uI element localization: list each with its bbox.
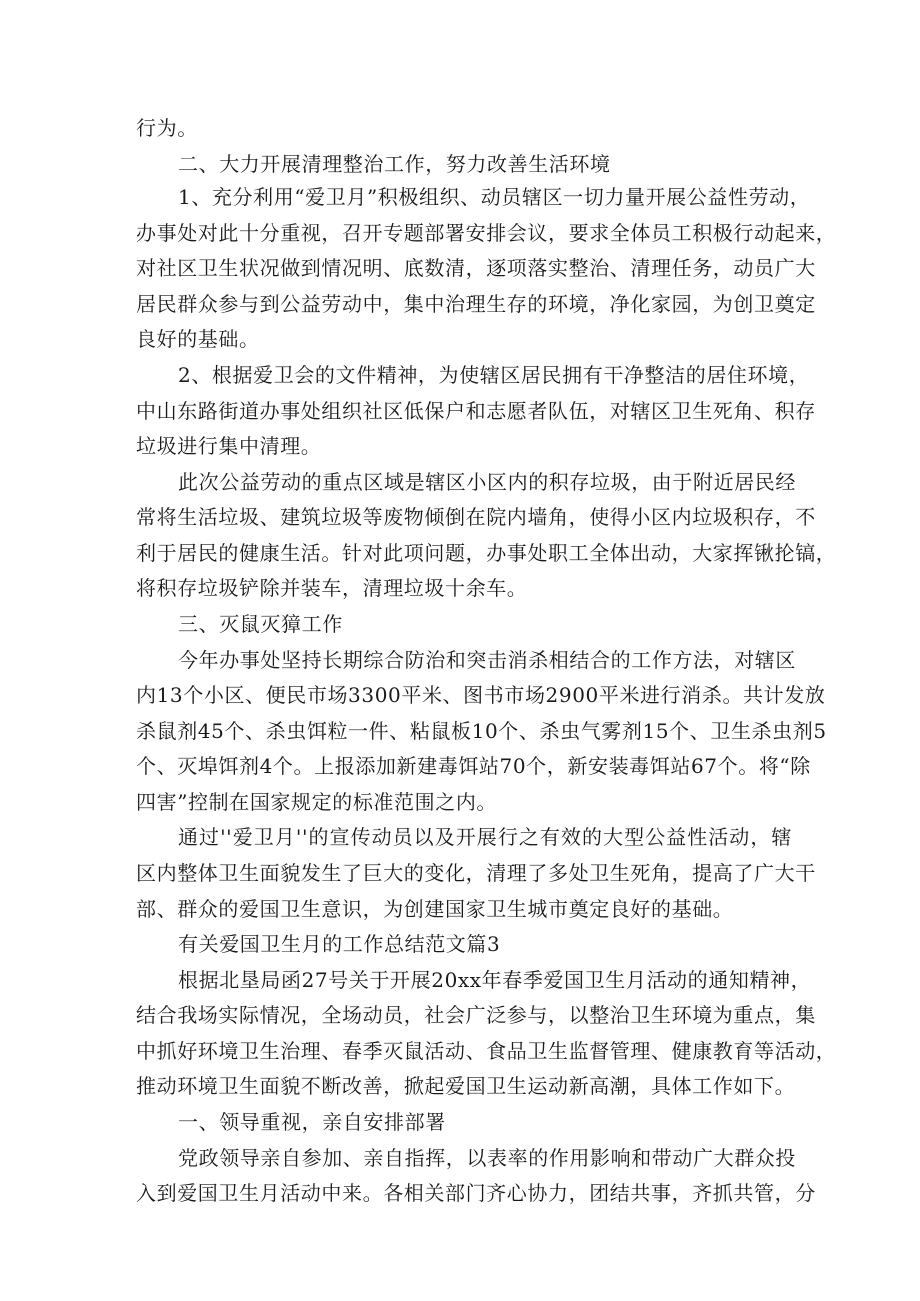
text-line: 常将生活垃圾、建筑垃圾等废物倾倒在院内墙角，使得小区内垃圾积存，不 (136, 505, 816, 529)
text-line: 1、充分利用“爱卫月”积极组织、动员辖区一切力量开展公益性劳动， (178, 185, 811, 209)
section-heading: 三、灭鼠灭獐工作 (178, 612, 343, 636)
text-line: 将积存垃圾铲除并装车，清理垃圾十余车。 (136, 576, 528, 600)
text-line: 中抓好环境卫生治理、春季灭鼠活动、食品卫生监督管理、健康教育等活动， (136, 1039, 837, 1063)
text-line: 行为。 (136, 116, 198, 140)
section-heading: 一、领导重视，亲自安排部署 (178, 1110, 446, 1134)
text-line: 办事处对此十分重视，召开专题部署安排会议，要求全体员工积极行动起来， (136, 221, 837, 245)
article-title: 有关爱国卫生月的工作总结范文篇3 (178, 932, 501, 956)
text-line: 杀鼠剂45个、杀虫饵粒一件、粘鼠板10个、杀虫气雾剂15个、卫生杀虫剂5 (136, 719, 827, 743)
text-line: 居民群众参与到公益劳动中，集中治理生存的环境，净化家园，为创卫奠定 (136, 292, 816, 316)
text-line: 通过''爱卫月''的宣传动员以及开展行之有效的大型公益性活动，辖 (178, 825, 792, 849)
text-line: 对社区卫生状况做到情况明、底数清，逐项落实整治、清理任务，动员广大 (136, 256, 816, 280)
text-line: 四害”控制在国家规定的标准范围之内。 (136, 790, 498, 814)
text-line: 2、根据爱卫会的文件精神，为使辖区居民拥有干净整洁的居住环境， (178, 363, 810, 387)
text-line: 此次公益劳动的重点区域是辖区小区内的积存垃圾，由于附近居民经 (178, 470, 796, 494)
text-line: 利于居民的健康生活。针对此项问题，办事处职工全体出动，大家挥锹抡镐， (136, 541, 837, 565)
text-line: 中山东路街道办事处组织社区低保户和志愿者队伍，对辖区卫生死角、积存 (136, 399, 816, 423)
text-line: 区内整体卫生面貌发生了巨大的变化，清理了多处卫生死角，提高了广大干 (136, 861, 816, 885)
text-line: 个、灭埠饵剂4个。上报添加新建毒饵站70个，新安装毒饵站67个。将“除 (136, 754, 811, 778)
text-line: 今年办事处坚持长期综合防治和突击消杀相结合的工作方法，对辖区 (178, 648, 796, 672)
text-line: 部、群众的爱国卫生意识，为创建国家卫生城市奠定良好的基础。 (136, 897, 734, 921)
text-line: 党政领导亲自参加、亲自指挥，以表率的作用影响和带动广大群众投 (178, 1146, 796, 1170)
section-heading: 二、大力开展清理整治工作，努力改善生活环境 (178, 152, 611, 176)
text-line: 入到爱国卫生月活动中来。各相关部门齐心协力，团结共事，齐抓共管，分 (136, 1181, 816, 1205)
text-line: 结合我场实际情况，全场动员，社会广泛参与，以整治卫生环境为重点，集 (136, 1003, 816, 1027)
text-line: 良好的基础。 (136, 327, 260, 351)
text-line: 垃圾进行集中清理。 (136, 434, 322, 458)
text-line: 内13个小区、便民市场3300平米、图书市场2900平米进行消杀。共计发放 (136, 683, 826, 707)
text-line: 推动环境卫生面貌不断改善，掀起爱国卫生运动新高潮，具体工作如下。 (136, 1074, 796, 1098)
text-line: 根据北垦局函27号关于开展20xx年春季爱国卫生月活动的通知精神， (178, 968, 812, 992)
